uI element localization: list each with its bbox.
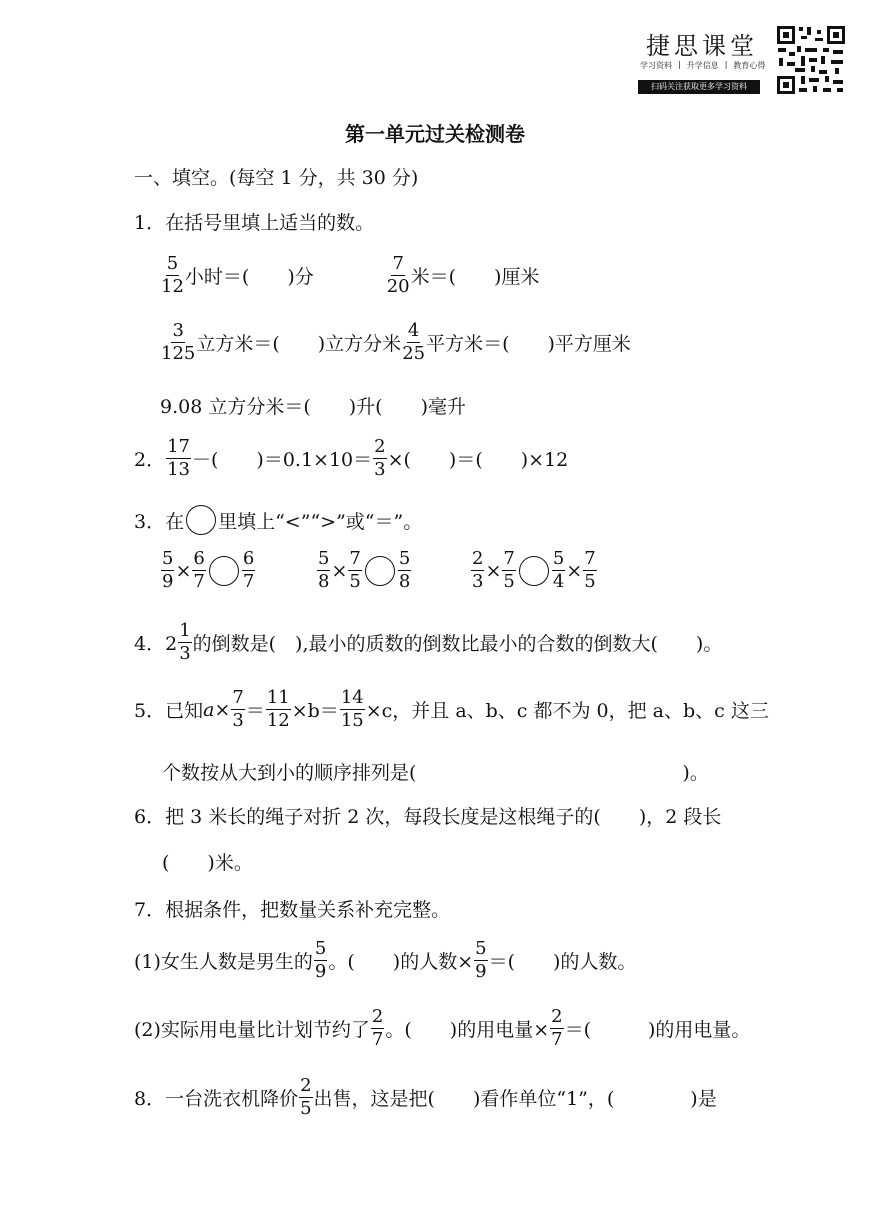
fraction: $\frac{5}{9}$ xyxy=(475,938,487,982)
compare-circle xyxy=(186,505,216,535)
question-4-post: 的倒数是( ),最小的质数的倒数比最小的合数的倒数大( )。 xyxy=(192,633,723,655)
fraction: $\frac{6}{7}$ xyxy=(193,548,205,592)
question-7-2-mid: 。( )的用电量× xyxy=(385,1019,550,1041)
fraction: $\frac{2}{7}$ xyxy=(371,1006,384,1050)
times-sign: × xyxy=(566,559,583,582)
section-heading: 一、填空。(每空 1 分，共 30 分) xyxy=(134,167,419,189)
equals-sign: ＝ xyxy=(245,700,265,722)
times-sign: × xyxy=(485,559,502,582)
question-7-2-post: ＝( )的用电量。 xyxy=(564,1019,751,1041)
question-8-post: 出售，这是把( )看作单位“1”，( )是 xyxy=(313,1088,717,1110)
question-4-pre: 4．2 xyxy=(134,633,178,655)
math-term: a× xyxy=(203,698,231,721)
fraction: $\frac{5}{8}$ xyxy=(398,548,411,592)
question-1-label: 1．在括号里填上适当的数。 xyxy=(134,212,375,234)
question-2 xyxy=(134,438,568,479)
question-number: 5．已知 xyxy=(134,700,204,722)
question-3-pre: 3．在 xyxy=(134,510,185,533)
fraction: $\frac{5}{4}$ xyxy=(552,548,565,592)
question-1-a: 小时＝( )分 xyxy=(184,266,314,288)
fraction: $\frac{3}{125}$ xyxy=(161,320,196,364)
fraction: $\frac{17}{13}$ xyxy=(167,436,190,480)
fraction: $\frac{7}{20}$ xyxy=(386,253,410,297)
fraction: $\frac{2}{3}$ xyxy=(374,436,386,480)
math-term: ×b＝ xyxy=(291,700,339,722)
page-title: 第一单元过关检测卷 xyxy=(345,122,525,146)
fraction: $\frac{2}{7}$ xyxy=(551,1006,563,1050)
fraction: $\frac{14}{15}$ xyxy=(340,687,364,731)
brand-tag: 升学信息 xyxy=(686,61,719,70)
qr-code-icon[interactable] xyxy=(775,24,847,96)
question-1-row-2 xyxy=(160,322,631,363)
question-5-line-1 xyxy=(134,689,769,730)
question-3-item-2 xyxy=(316,550,412,591)
question-number: 2． xyxy=(134,449,166,471)
question-8-pre: 8．一台洗衣机降价 xyxy=(134,1088,299,1110)
fraction: $\frac{2}{3}$ xyxy=(472,548,484,592)
question-5-line-2: 个数按从大到小的顺序排列是( )。 xyxy=(162,762,709,784)
question-7-1-pre: (1)女生人数是男生的 xyxy=(134,951,313,973)
question-7-label: 7．根据条件，把数量关系补充完整。 xyxy=(134,899,451,921)
question-7-sub-1 xyxy=(134,940,636,981)
question-1-d: 平方米＝( )平方厘米 xyxy=(426,333,631,355)
brand-tags: 学习资料 | 升学信息 | 教育心得 xyxy=(640,60,766,70)
brand-tag: 学习资料 xyxy=(640,61,672,70)
fraction: $\frac{1}{3}$ xyxy=(179,620,191,664)
fraction: $\frac{5}{12}$ xyxy=(161,253,184,297)
question-3-item-3 xyxy=(470,550,598,591)
times-sign: × xyxy=(331,559,348,582)
question-7-sub-2 xyxy=(134,1008,750,1049)
fraction: $\frac{5}{8}$ xyxy=(318,548,330,592)
fraction: $\frac{7}{5}$ xyxy=(584,548,596,592)
question-7-2-pre: (2)实际用电量比计划节约了 xyxy=(134,1019,370,1041)
compare-circle[interactable] xyxy=(209,556,239,586)
brand-tag: 教育心得 xyxy=(733,61,766,70)
question-8 xyxy=(134,1077,717,1118)
fraction: $\frac{5}{9}$ xyxy=(162,548,174,592)
question-1-b: 米＝( )厘米 xyxy=(410,266,540,288)
question-2-tail: ×( )＝( )×12 xyxy=(387,449,569,471)
fraction: $\frac{4}{25}$ xyxy=(402,320,426,364)
question-1-c: 立方米＝( )立方分米 xyxy=(196,333,402,355)
fraction: $\frac{7}{5}$ xyxy=(349,548,361,592)
question-2-text: －( )＝0.1×10＝ xyxy=(192,449,373,471)
fraction: $\frac{2}{5}$ xyxy=(300,1075,312,1119)
fraction: $\frac{6}{7}$ xyxy=(242,548,255,592)
brand-name: 捷思课堂 xyxy=(646,32,758,60)
question-4 xyxy=(134,622,722,663)
question-3-item-1 xyxy=(160,550,256,591)
times-sign: × xyxy=(175,559,192,582)
question-7-1-post: ＝( )的人数。 xyxy=(488,951,637,973)
question-3-label xyxy=(134,505,422,535)
fraction: $\frac{5}{9}$ xyxy=(314,938,327,982)
question-6-line-1: 6．把 3 米长的绳子对折 2 次，每段长度是这根绳子的( )，2 段长 xyxy=(134,806,722,828)
question-1-row-3: 9.08 立方分米＝( )升( )毫升 xyxy=(160,396,466,418)
question-1-row-1 xyxy=(160,255,539,296)
fraction: $\frac{7}{3}$ xyxy=(232,687,244,731)
fraction: $\frac{11}{12}$ xyxy=(266,687,290,731)
question-7-1-mid: 。( )的人数× xyxy=(328,951,474,973)
question-3-post: 里填上“<”“>”或“＝”。 xyxy=(218,510,423,533)
question-6-line-2: ( )米。 xyxy=(162,852,253,874)
compare-circle[interactable] xyxy=(519,556,549,586)
brand-banner: 扫码关注获取更多学习资料 xyxy=(638,80,760,94)
question-5-text: ×c，并且 a、b、c 都不为 0，把 a、b、c 这三 xyxy=(365,700,769,722)
fraction: $\frac{7}{5}$ xyxy=(503,548,515,592)
compare-circle[interactable] xyxy=(365,556,395,586)
